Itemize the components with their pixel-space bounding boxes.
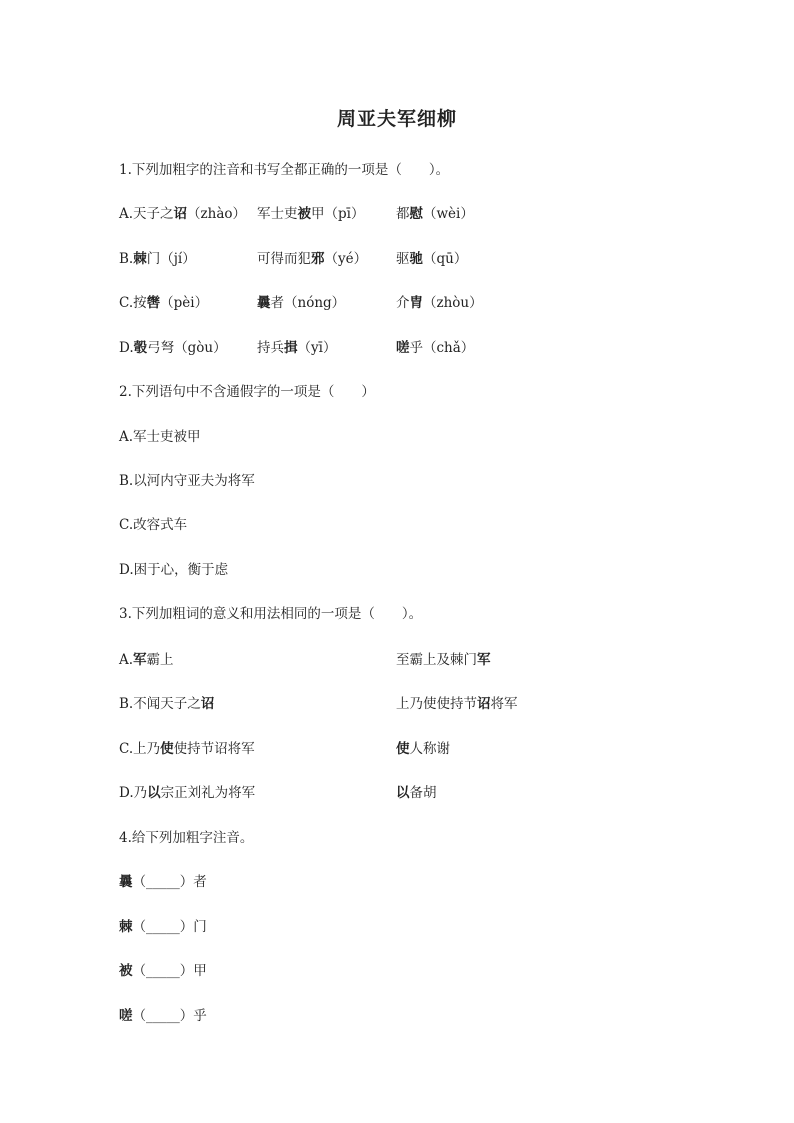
q4-item-3-blank[interactable]: （_____） [132, 963, 194, 979]
q4-item-1-blank[interactable]: （_____） [132, 874, 194, 890]
question-3-stem: 3.下列加粗词的意义和用法相同的一项是（ ）。 [119, 606, 423, 622]
question-4-stem: 4.给下列加粗字注音。 [119, 830, 254, 846]
q1-c-item-1: C.按辔（pèi） [119, 295, 209, 311]
q3-b-right: 上乃使使持节诏将军 [396, 696, 518, 712]
q4-item-4-char: 嗟 [119, 1008, 133, 1024]
q4-item-4 [119, 1004, 207, 1024]
q1-d-item-3: 嗟乎（chǎ） [396, 340, 475, 356]
q4-item-4-rest: 乎 [193, 1008, 207, 1024]
q4-item-1-char: 曩 [119, 874, 133, 890]
q4-item-3-rest: 甲 [193, 963, 207, 979]
q4-item-1 [119, 870, 207, 890]
q3-d-right: 以备胡 [396, 785, 437, 801]
q1-a-item-2: 军士吏被甲（pī） [257, 206, 365, 222]
q3-c-right: 使人称谢 [396, 741, 450, 757]
q1-c-item-2: 曩者（nóng） [257, 295, 346, 311]
q4-item-3-char: 被 [119, 963, 133, 979]
q1-d-item-2: 持兵揖（yī） [257, 340, 337, 356]
q1-b-item-2: 可得而犯邪（yé） [257, 251, 368, 267]
q4-item-4-blank[interactable]: （_____） [132, 1008, 194, 1024]
q4-item-1-rest: 者 [193, 874, 207, 890]
q3-c-left: C.上乃使使持节诏将军 [119, 741, 255, 757]
q1-a-item-3: 都慰（wèi） [396, 206, 474, 222]
q1-b-item-3: 驱驰（qū） [396, 251, 468, 267]
q3-d-left: D.乃以宗正刘礼为将军 [119, 785, 256, 801]
q4-item-2-blank[interactable]: （_____） [132, 919, 194, 935]
page-title: 周亚夫军细柳 [336, 108, 457, 130]
question-1-stem: 1.下列加粗字的注音和书写全都正确的一项是（ ）。 [119, 162, 450, 178]
q2-option-d: D.困于心，衡于虑 [119, 562, 229, 578]
q2-option-a: A.军士吏被甲 [119, 429, 201, 445]
q4-item-2 [119, 915, 207, 935]
q3-a-left: A.军霸上 [119, 652, 174, 668]
q3-a-right: 至霸上及棘门军 [396, 652, 491, 668]
q4-item-3 [119, 959, 207, 979]
q1-b-item-1: B.棘门（jí） [119, 251, 196, 267]
q4-item-2-rest: 门 [193, 919, 207, 935]
q2-option-c: C.改容式车 [119, 517, 188, 533]
question-2-stem: 2.下列语句中不含通假字的一项是（ ） [119, 384, 375, 400]
q4-item-2-char: 棘 [119, 919, 133, 935]
q1-a-item-1: A.天子之诏（zhào） [119, 206, 247, 222]
q1-d-item-1: D.彀弓弩（gòu） [119, 340, 227, 356]
q2-option-b: B.以河内守亚夫为将军 [119, 473, 255, 489]
q3-b-left: B.不闻天子之诏 [119, 696, 215, 712]
q1-c-item-3: 介胄（zhòu） [396, 295, 483, 311]
